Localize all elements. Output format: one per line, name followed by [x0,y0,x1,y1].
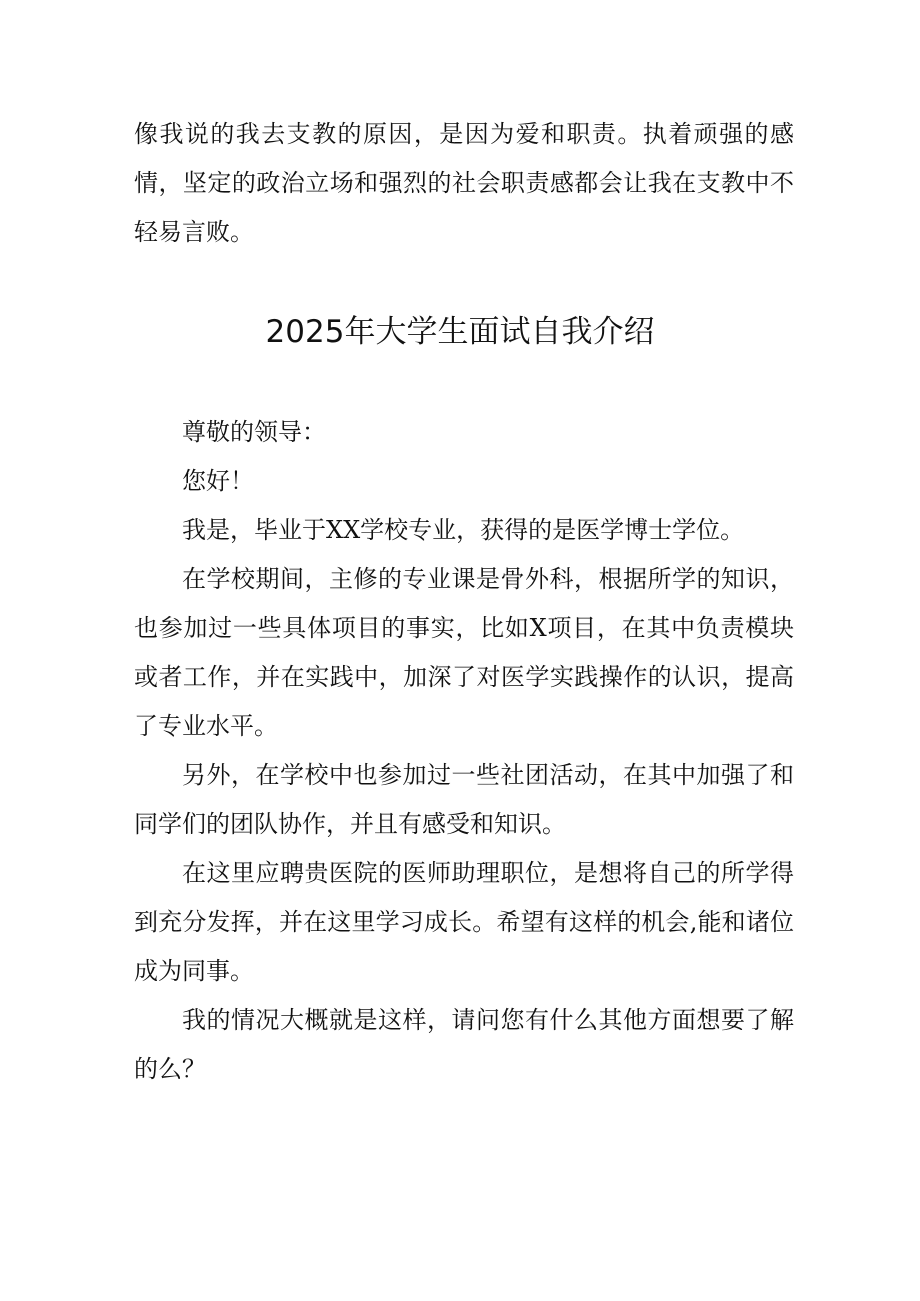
greeting: 尊敬的领导： [182,418,326,446]
paragraph-activities: 另外，在学校中也参加过一些社团活动，在其中加强了和同学们的团队协作，并且有感受和知识。 [134,761,794,838]
paragraph-closing: 我的情况大概就是这样，请问您有什么其他方面想要了解的么？ [134,1006,794,1083]
document-title: 2025年大学生面试自我介绍 [265,314,655,350]
paragraph-application: 在这里应聘贵医院的医师助理职位，是想将自己的所学得到充分发挥，并在这里学习成长。希望有这样的机会,能和诸位成为同事。 [134,859,794,985]
paragraph-school-projects: 在学校期间，主修的专业课是骨外科，根据所学的知识，也参加过一些具体项目的事实，比如X项目，在其中负责模块或者工作，并在实践中，加深了对医学实践操作的认识，提高了专业水平。 [134,565,794,740]
intro-paragraph: 像我说的我去支教的原因，是因为爱和职责。执着顽强的感情，坚定的政治立场和强烈的社会职责感都会让我在支教中不轻易言败。 [134,120,794,246]
salutation: 您好！ [182,467,254,495]
paragraph-education: 我是，毕业于XX学校专业，获得的是医学博士学位。 [182,516,745,544]
letter-body [134,408,794,1094]
